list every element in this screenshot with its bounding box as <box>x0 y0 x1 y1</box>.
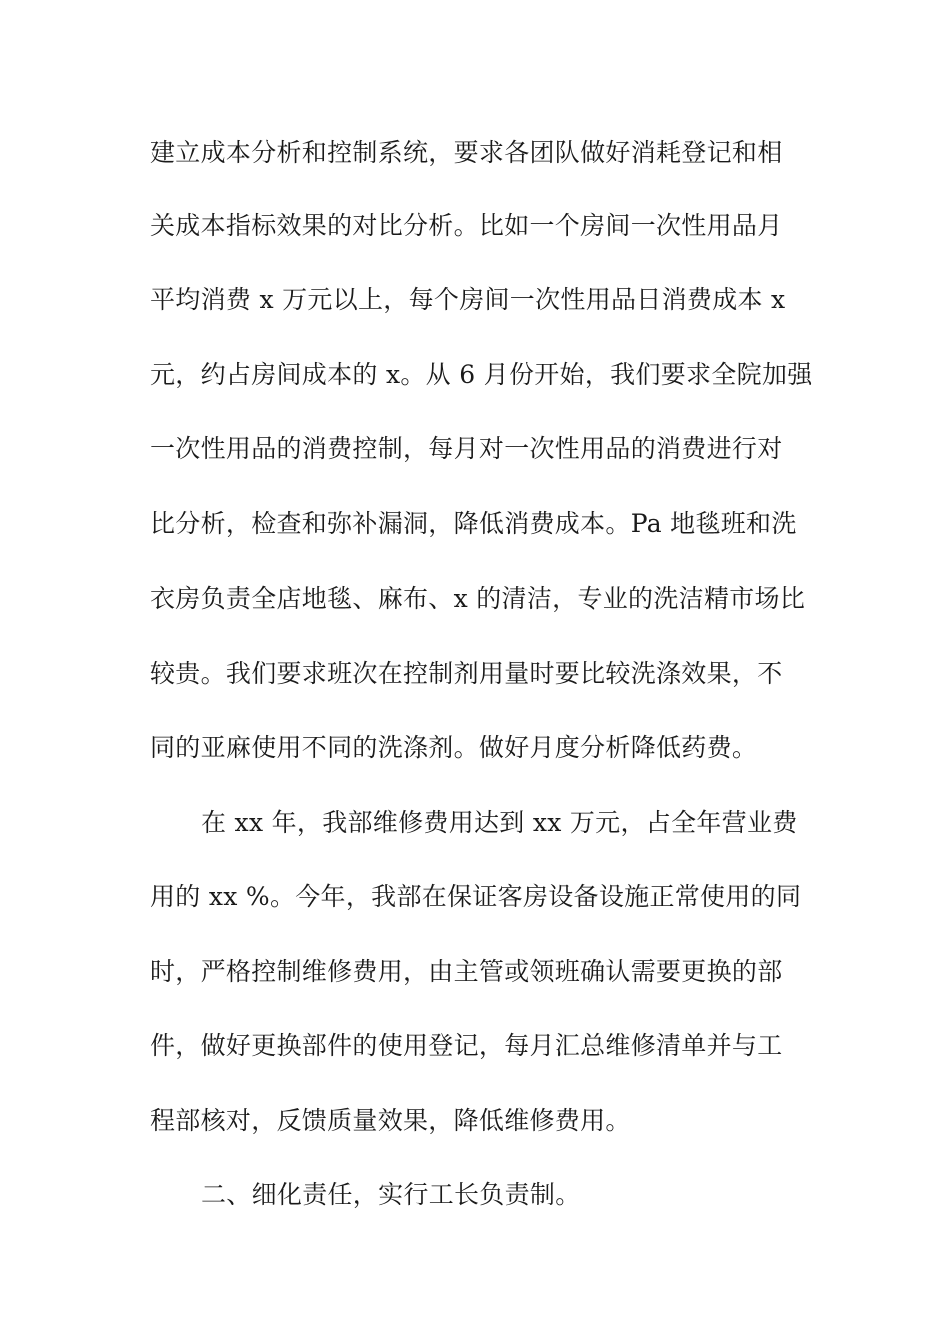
paragraph-line: 平均消费 x 万元以上，每个房间一次性用品日消费成本 x <box>150 285 786 314</box>
paragraph-line: 比分析，检查和弥补漏洞，降低消费成本。Pa 地毯班和洗 <box>150 509 797 538</box>
paragraph-line: 衣房负责全店地毯、麻布、x 的清洁，专业的洗洁精市场比 <box>150 584 806 613</box>
paragraph-line: 同的亚麻使用不同的洗涤剂。做好月度分析降低药费。 <box>150 733 758 762</box>
paragraph-line: 时，严格控制维修费用，由主管或领班确认需要更换的部 <box>150 957 783 986</box>
paragraph-line: 程部核对，反馈质量效果，降低维修费用。 <box>150 1106 631 1135</box>
paragraph-line: 建立成本分析和控制系统，要求各团队做好消耗登记和相 <box>150 138 783 167</box>
paragraph-line: 关成本指标效果的对比分析。比如一个房间一次性用品月 <box>150 211 783 240</box>
section-heading: 二、细化责任，实行工长负责制。 <box>201 1180 581 1209</box>
paragraph-line: 一次性用品的消费控制，每月对一次性用品的消费进行对 <box>150 434 783 463</box>
paragraph-line: 较贵。我们要求班次在控制剂用量时要比较洗涤效果，不 <box>150 659 783 688</box>
paragraph-line: 元，约占房间成本的 x。从 6 月份开始，我们要求全院加强 <box>150 360 813 389</box>
paragraph-line: 用的 xx %。今年，我部在保证客房设备设施正常使用的同 <box>150 882 802 911</box>
paragraph-line: 在 xx 年，我部维修费用达到 xx 万元，占全年营业费 <box>201 808 798 837</box>
paragraph-line: 件，做好更换部件的使用登记，每月汇总维修清单并与工 <box>150 1031 783 1060</box>
